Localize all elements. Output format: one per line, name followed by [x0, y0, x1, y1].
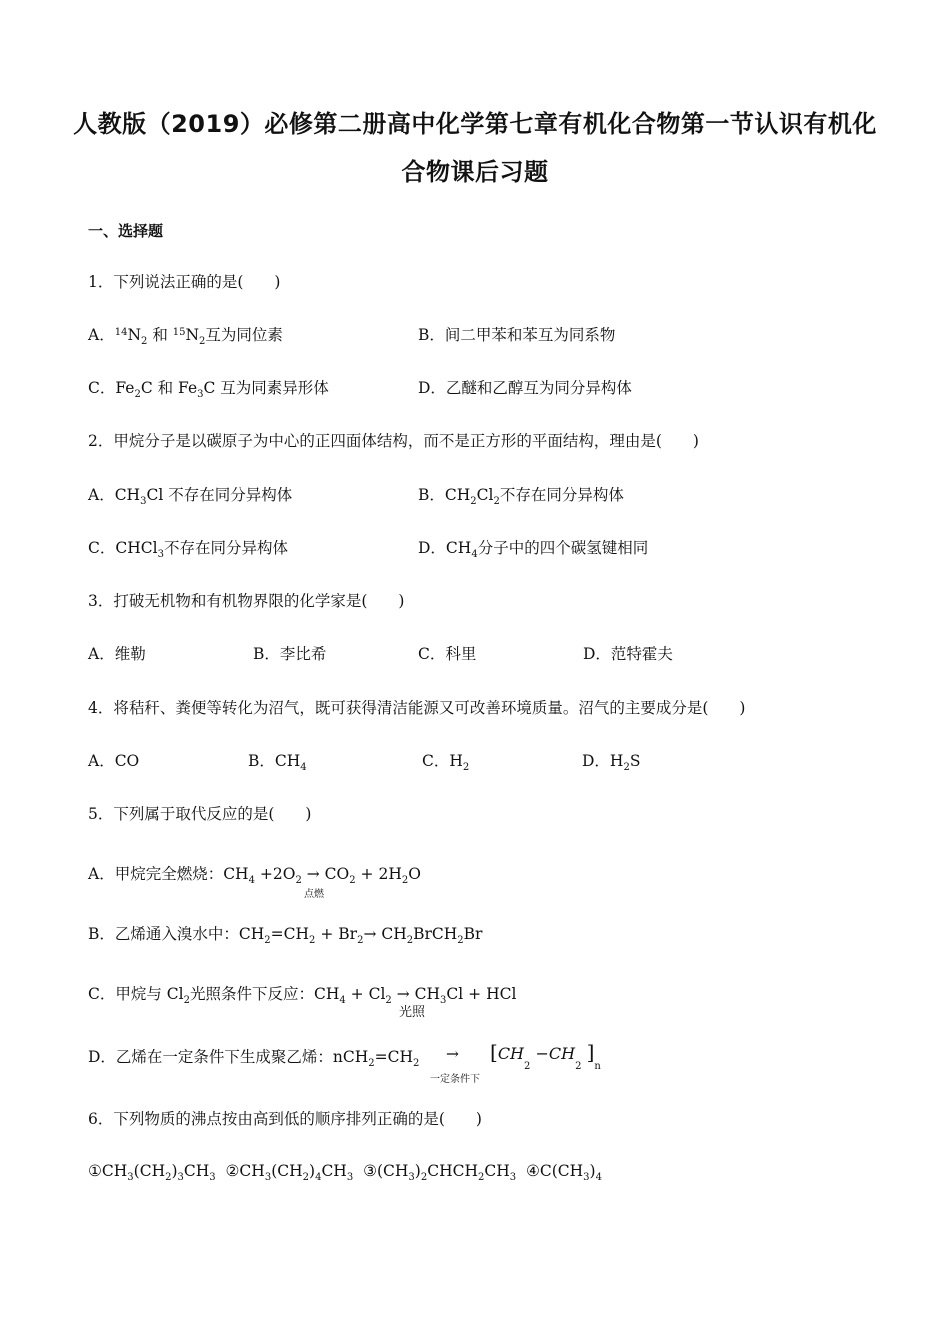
- reaction-condition-ignite: 点燃: [304, 889, 324, 900]
- question-1-option-b: B．间二甲苯和苯互为同系物: [418, 326, 616, 344]
- question-3-option-c: C．科里: [418, 645, 477, 663]
- question-4-option-c: C．$H_2$: [422, 752, 470, 773]
- question-4-stem: 4．将秸秆、粪便等转化为沼气，既可获得清洁能源又可改善环境质量。沼气的主要成分是( ): [88, 699, 746, 717]
- question-2-option-d: D．$CH_4$分子中的四个碳氢键相同: [418, 539, 649, 560]
- compound-4: $④C(CH_3)_4$: [525, 1162, 602, 1183]
- question-6-compound-list: [88, 1162, 602, 1183]
- document-title-line2: 合物课后习题: [401, 158, 549, 186]
- question-5-option-b: B．乙烯通入溴水中：$CH_2=CH_2 + Br_2\to$ $CH_2BrCH_2Br$: [88, 925, 483, 946]
- question-4-option-d: D．$H_2S$: [582, 752, 641, 773]
- question-3-option-a: A．维勒: [88, 645, 146, 663]
- polymer-bracket-right: ]: [586, 1040, 595, 1064]
- reaction-condition-certain: 一定条件下: [430, 1074, 480, 1085]
- question-5-option-d: D．乙烯在一定条件下生成聚乙烯：$nCH_2=CH_2$: [88, 1048, 420, 1069]
- question-2-option-a: A．$CH_3Cl$ 不存在同分异构体: [88, 486, 293, 507]
- question-2-option-c: C．CHCl$_3$不存在同分异构体: [88, 539, 288, 560]
- question-5-stem: 5．下列属于取代反应的是( ): [88, 805, 312, 823]
- reaction-condition-light: 光照: [399, 1005, 426, 1020]
- compound-2: $②CH_3(CH_2)_4CH_3$: [225, 1162, 354, 1183]
- reaction-arrow: →: [396, 985, 410, 1003]
- question-4-option-a: A．CO: [88, 752, 140, 770]
- question-5-option-a: A．甲烷完全燃烧：$CH_4 +2O_2 \to CO_2 + 2H_2O$: [88, 865, 421, 886]
- question-1-option-a: A．$^{14}N_2$ 和 $^{15}N_2$互为同位素: [88, 326, 283, 347]
- question-3-option-b: B．李比希: [253, 645, 327, 663]
- question-6-stem: 6．下列物质的沸点按由高到低的顺序排列正确的是( ): [88, 1110, 482, 1128]
- section-heading: 一、选择题: [88, 222, 164, 240]
- reaction-arrow: →: [446, 1045, 459, 1063]
- question-2-stem: 2．甲烷分子是以碳原子为中心的正四面体结构，而不是正方形的平面结构，理由是( ): [88, 432, 699, 450]
- question-1-option-d: D．乙醚和乙醇互为同分异构体: [418, 379, 632, 397]
- question-2-option-b: B．$CH_2Cl_2$不存在同分异构体: [418, 486, 624, 507]
- compound-1: $①CH_3(CH_2)_3CH_3$: [88, 1162, 216, 1183]
- polymer-bracket-left: [: [490, 1040, 498, 1064]
- compound-3: $③(CH_3)_2CHCH_2CH_3$: [363, 1162, 517, 1183]
- question-3-option-d: D．范特霍夫: [583, 645, 673, 663]
- polyethylene-formula: [$CH_2 -CH_2$ ]$_n$: [490, 1040, 601, 1072]
- reaction-arrow: →: [306, 865, 320, 883]
- question-1-stem: 1．下列说法正确的是( ): [88, 273, 281, 291]
- question-4-option-b: B．$CH_4$: [248, 752, 307, 773]
- document-title-line1: 人教版（2019）必修第二册高中化学第七章有机化合物第一节认识有机化: [73, 110, 877, 138]
- question-3-stem: 3．打破无机物和有机物界限的化学家是( ): [88, 592, 405, 610]
- question-1-option-c: C．$Fe_2C$ 和 $Fe_3C$ 互为同素异形体: [88, 379, 329, 400]
- question-5-option-c: C．甲烷与 $Cl_2$光照条件下反应：$CH_4 + Cl_2 \to CH_3Cl$ + HCl: [88, 985, 517, 1006]
